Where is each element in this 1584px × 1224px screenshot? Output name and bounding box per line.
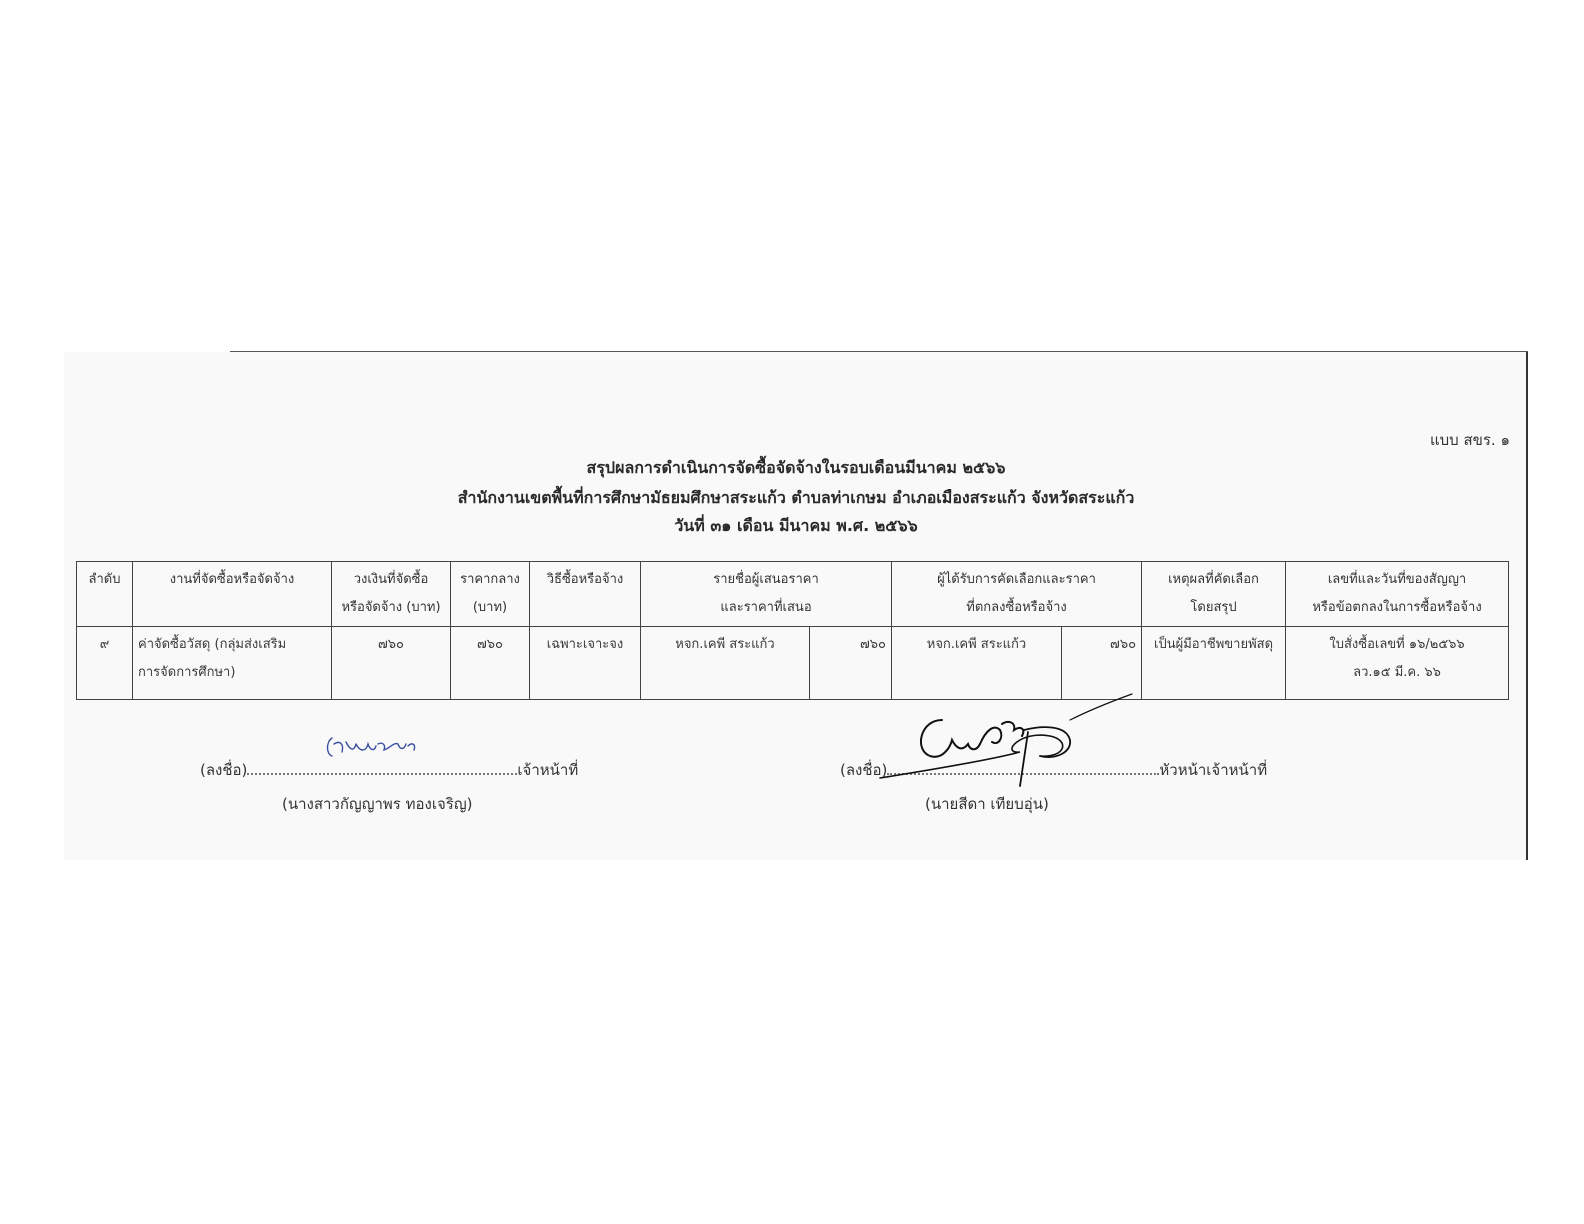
- cell-contract: ใบสั่งซื้อเลขที่ ๑๖/๒๕๖๖ ลว.๑๕ มี.ค. ๖๖: [1286, 627, 1509, 700]
- cell-median-price: ๗๖๐: [451, 627, 530, 700]
- cell-reason: เป็นผู้มีอาชีพขายพัสดุ: [1142, 627, 1286, 700]
- header-budget: วงเงินที่จัดซื้อ หรือจัดจ้าง (บาท): [332, 562, 451, 627]
- sheet-top-edge: [230, 351, 1528, 352]
- sign-prefix-left: (ลงชื่อ): [200, 761, 248, 779]
- header-work: งานที่จัดซื้อหรือจัดจ้าง: [133, 562, 332, 627]
- sign-prefix-right: (ลงชื่อ): [840, 761, 888, 779]
- cell-budget: ๗๖๐: [332, 627, 451, 700]
- header-median-price: ราคากลาง (บาท): [451, 562, 530, 627]
- head-handwritten-signature: [870, 690, 1140, 790]
- head-name: (นายสีดา เทียบอุ่น): [925, 795, 1049, 813]
- header-method: วิธีซื้อหรือจ้าง: [530, 562, 641, 627]
- cell-work: ค่าจัดซื้อวัสดุ (กลุ่มส่งเสริม การจัดการศึกษา): [133, 627, 332, 700]
- cell-selected-name: หจก.เคพี สระแก้ว: [892, 627, 1062, 700]
- document-title: สรุปผลการดำเนินการจัดซื้อจัดจ้างในรอบเดือนมีนาคม ๒๕๖๖: [586, 458, 1006, 477]
- sign-role-right: หัวหน้าเจ้าหน้าที่: [1159, 761, 1268, 779]
- sheet-right-edge: [1526, 352, 1528, 860]
- header-reason: เหตุผลที่คัดเลือก โดยสรุป: [1142, 562, 1286, 627]
- officer-name: (นางสาวกัญญาพร ทองเจริญ): [282, 795, 473, 813]
- officer-handwritten-signature: [320, 728, 430, 768]
- cell-bidder-name: หจก.เคพี สระแก้ว: [641, 627, 810, 700]
- cell-no: ๙: [77, 627, 133, 700]
- procurement-table: [76, 561, 1509, 700]
- cell-bidder-price: ๗๖๐: [810, 627, 892, 700]
- date-line: วันที่ ๓๑ เดือน มีนาคม พ.ศ. ๒๕๖๖: [674, 516, 918, 535]
- table-row: [77, 627, 1509, 700]
- cell-selected-price: ๗๖๐: [1062, 627, 1142, 700]
- header-no: ลำดับ: [77, 562, 133, 627]
- office-line: สำนักงานเขตพื้นที่การศึกษามัธยมศึกษาสระแก้ว ตำบลท่าเกษม อำเภอเมืองสระแก้ว จังหวัดสระแก้ว: [457, 488, 1135, 507]
- header-contract: เลขที่และวันที่ของสัญญา หรือข้อตกลงในการซื้อหรือจ้าง: [1286, 562, 1509, 627]
- header-bidders: รายชื่อผู้เสนอราคา และราคาที่เสนอ: [641, 562, 892, 627]
- sign-role-left: เจ้าหน้าที่: [517, 761, 579, 779]
- header-selected: ผู้ได้รับการคัดเลือกและราคา ที่ตกลงซื้อหรือจ้าง: [892, 562, 1142, 627]
- cell-method: เฉพาะเจาะจง: [530, 627, 641, 700]
- table-header-row: [77, 562, 1509, 627]
- form-code: แบบ สขร. ๑: [1429, 431, 1510, 449]
